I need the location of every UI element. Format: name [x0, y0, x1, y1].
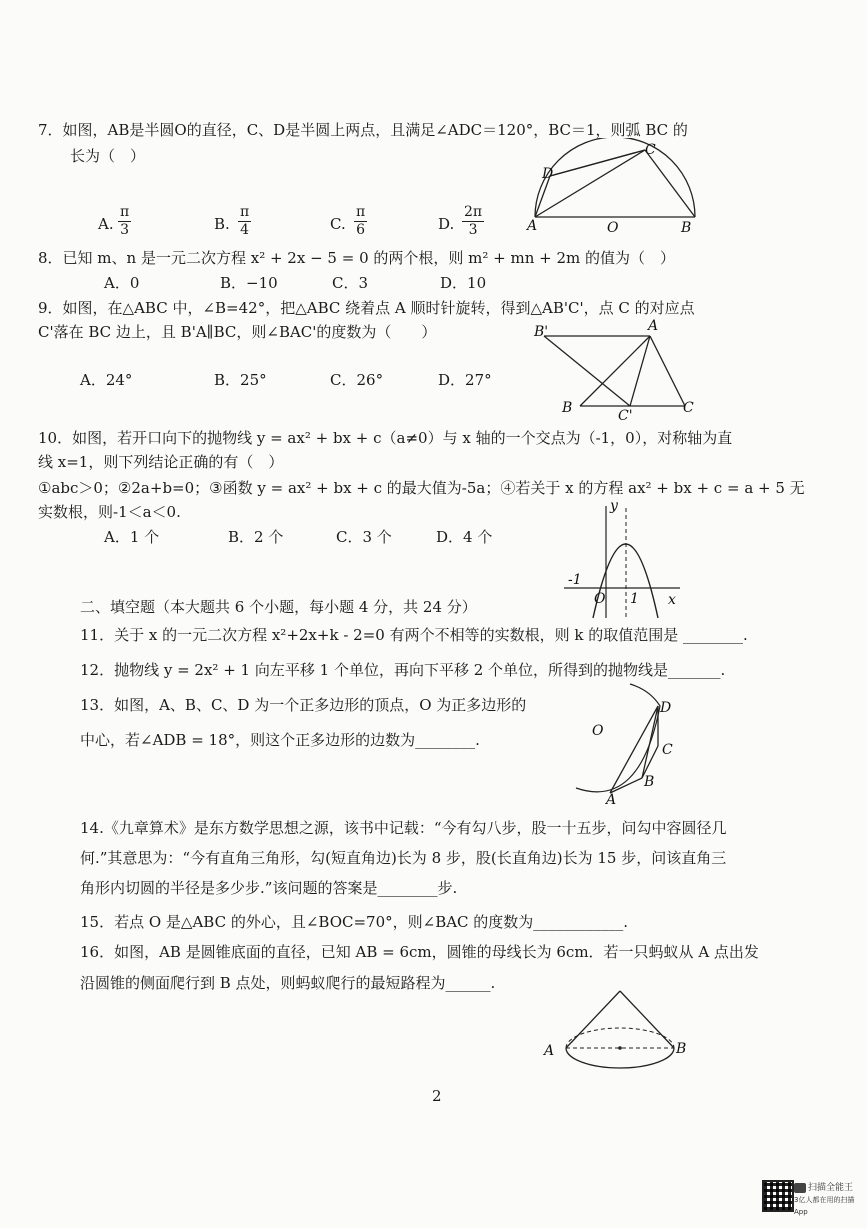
q16-line1: 16．如图，AB 是圆锥底面的直径，已知 AB = 6cm，圆锥的母线长为 6cm．若一只蚂蚁从 A 点出发 [80, 943, 759, 961]
q13-polygon-figure [570, 680, 690, 805]
q16-line2: 沿圆锥的侧面爬行到 B 点处，则蚂蚁爬行的最短路程为______. [80, 974, 496, 992]
q10-fig-label-o: O [594, 591, 606, 607]
q8-opt-a: A．0 [104, 274, 140, 292]
section-2-heading: 二、填空题（本大题共 6 个小题，每小题 4 分，共 24 分） [80, 598, 477, 616]
q7-opt-c-letter: C. [330, 215, 346, 233]
q7-opt-a-num: π [120, 204, 130, 220]
q10-fig-label-one: 1 [630, 591, 639, 607]
q7-opt-c-den: 6 [356, 222, 366, 238]
q13-fig-label-d: D [660, 700, 672, 716]
q7-fig-label-c: C [645, 142, 656, 158]
q13-fig-label-o: O [592, 723, 604, 739]
q9-line1: 9．如图，在△ABC 中，∠B=42°，把△ABC 绕着点 A 顺时针旋转，得到△AB'C'，点 C 的对应点 [38, 299, 695, 317]
q7-opt-a-letter: A. [98, 215, 114, 233]
q10-line2: 线 x=1，则下列结论正确的有（ ） [38, 453, 284, 471]
q10-line4: 实数根，则-1＜a＜0. [38, 503, 181, 521]
q7-opt-b-num: π [240, 204, 250, 220]
q13-fig-label-a: A [606, 792, 617, 805]
q7-opt-d-letter: D. [438, 215, 455, 233]
q9-fig-label-a: A [648, 318, 659, 334]
q9-fig-label-bprime: B' [534, 324, 549, 340]
q7-opt-c-num: π [356, 204, 366, 220]
q9-opt-b: B．25° [214, 371, 267, 389]
q9-opt-d: D．27° [438, 371, 492, 389]
scanner-watermark [794, 1182, 867, 1218]
q7-line1: 7．如图，AB是半圆O的直径，C、D是半圆上两点，且满足∠ADC＝120°，BC＝1，则弧 BC 的 [38, 121, 688, 139]
q7-opt-d-den: 3 [468, 222, 478, 238]
q10-fig-label-minus1: -1 [568, 572, 582, 588]
q10-line1: 10．如图，若开口向下的抛物线 y = ax² + bx + c（a≠0）与 x 轴的一个交点为（-1，0），对称轴为直 [38, 429, 733, 447]
q16-cone-figure [540, 985, 700, 1075]
q10-fig-label-y: y [610, 500, 618, 514]
q9-line2: C'落在 BC 边上，且 B'A∥BC，则∠BAC'的度数为（ ） [38, 323, 437, 341]
q7-line2: 长为（ ） [70, 147, 146, 165]
q13-line2: 中心，若∠ADB = 18°，则这个正多边形的边数为________. [80, 731, 480, 749]
q9-fig-label-c: C [683, 400, 694, 416]
q7-fig-label-d: D [542, 166, 554, 182]
q14-line3: 角形内切圆的半径是多少步.”该问题的答案是________步. [80, 879, 458, 897]
qr-code-icon [762, 1180, 794, 1212]
page-number: 2 [432, 1087, 442, 1105]
q10-opt-a: A．1 个 [104, 528, 160, 546]
q8-opt-d: D．10 [440, 274, 487, 292]
q11-line1: 11．关于 x 的一元二次方程 x²+2x+k - 2=0 有两个不相等的实数根，则 k 的取值范围是 ________. [80, 626, 748, 644]
q16-fig-label-b: B [676, 1041, 687, 1057]
q7-opt-c-frac [354, 204, 367, 239]
q9-opt-c: C．26° [330, 371, 384, 389]
q14-line2: 何.”其意思为：“今有直角三角形，勾(短直角边)长为 8 步，股(长直角边)长为 15 步，问该直角三 [80, 849, 727, 867]
q7-opt-d-frac [462, 204, 484, 239]
q10-parabola-figure [560, 500, 690, 620]
q7-opt-a-den: 3 [120, 222, 130, 238]
q9-triangle-figure [530, 316, 710, 424]
q7-opt-b-letter: B. [214, 215, 230, 233]
q12-line1: 12．抛物线 y = 2x² + 1 向左平移 1 个单位，再向下平移 2 个单位，所得到的抛物线是_______. [80, 661, 726, 679]
q10-line3: ①abc＞0；②2a+b=0；③函数 y = ax² + bx + c 的最大值为-5a；④若关于 x 的方程 ax² + bx + c = a + 5 无 [38, 479, 805, 497]
q7-opt-b-den: 4 [240, 222, 250, 238]
q8-line1: 8．已知 m、n 是一元二次方程 x² + 2x − 5 = 0 的两个根，则 m² + mn + 2m 的值为（ ） [38, 249, 676, 267]
q13-fig-label-b: B [644, 774, 655, 790]
q10-fig-label-x: x [668, 592, 676, 608]
q7-fig-label-b: B [681, 220, 692, 236]
q7-fig-label-o: O [607, 220, 619, 236]
q14-line1: 14.《九章算术》是东方数学思想之源，该书中记载：“今有勾八步，股一十五步，问勾中容圆径几 [80, 819, 727, 837]
q16-fig-label-a: A [544, 1043, 555, 1059]
q9-fig-label-b: B [562, 400, 573, 416]
q9-fig-label-cprime: C' [618, 408, 633, 424]
q7-opt-d-num: 2π [464, 204, 483, 220]
q9-opt-a: A．24° [80, 371, 133, 389]
q7-opt-b-frac [238, 204, 251, 239]
q7-semicircle-figure [525, 138, 705, 238]
q7-fig-label-a: A [527, 218, 538, 234]
q10-opt-c: C．3 个 [336, 528, 392, 546]
q15-line1: 15．若点 O 是△ABC 的外心，且∠BOC=70°，则∠BAC 的度数为____________. [80, 913, 629, 931]
q13-fig-label-c: C [662, 742, 673, 758]
q8-opt-b: B．−10 [220, 274, 278, 292]
q10-opt-d: D．4 个 [436, 528, 493, 546]
scanner-logo-icon [794, 1183, 806, 1193]
q13-line1: 13．如图，A、B、C、D 为一个正多边形的顶点，O 为正多边形的 [80, 696, 527, 714]
q7-opt-a-frac [118, 204, 131, 239]
q10-opt-b: B．2 个 [228, 528, 284, 546]
watermark-line1: 扫描全能王 [808, 1183, 854, 1193]
watermark-line2: 3亿人都在用的扫描App [794, 1196, 855, 1216]
q8-opt-c: C．3 [332, 274, 369, 292]
